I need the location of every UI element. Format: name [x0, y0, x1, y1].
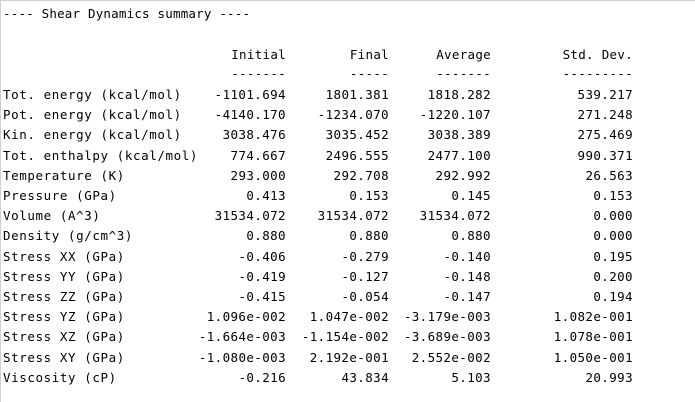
cell-final: 0.153 — [349, 188, 389, 203]
table-row — [0, 269, 695, 289]
cell-std-dev: 0.200 — [593, 268, 633, 284]
cell-average: -0.147 — [443, 289, 491, 304]
cell-final: 292.708 — [333, 167, 389, 183]
row-label: Stress XZ (GPa) — [3, 329, 125, 345]
row-label: Temperature (K) — [3, 167, 125, 183]
cell-initial: -1101.694 — [214, 87, 286, 102]
cell-std-dev: 990.371 — [577, 147, 633, 163]
cell-std-dev: 20.993 — [585, 369, 633, 385]
cell-std-dev: 26.563 — [585, 167, 633, 183]
row-label: Tot. enthalpy (kcal/mol) — [3, 147, 199, 163]
cell-std-dev: 1.082e-001 — [553, 309, 633, 325]
table-row — [0, 309, 695, 329]
top-border — [0, 0, 695, 1]
table-row — [0, 329, 695, 349]
cell-initial: -0.406 — [238, 248, 286, 264]
cell-final: 31534.072 — [317, 208, 389, 224]
cell-final: 2.192e-001 — [309, 349, 389, 365]
cell-average: -1220.107 — [419, 107, 491, 123]
column-underline-initial: ------- — [231, 66, 286, 81]
table-row — [0, 148, 695, 168]
cell-initial: 0.413 — [246, 188, 286, 203]
row-label: Stress XX (GPa) — [3, 248, 125, 264]
cell-final: -0.127 — [341, 268, 389, 284]
cell-std-dev: 0.000 — [593, 208, 633, 224]
cell-initial: -0.415 — [238, 289, 286, 304]
cell-final: 1.047e-002 — [309, 309, 389, 325]
row-label: Pressure (GPa) — [3, 188, 117, 203]
table-row — [0, 87, 695, 107]
cell-std-dev: 0.000 — [593, 228, 633, 244]
cell-final: 2496.555 — [325, 147, 389, 163]
table-row — [0, 107, 695, 127]
cell-average: 31534.072 — [419, 208, 491, 224]
cell-initial: -1.080e-003 — [198, 349, 286, 365]
row-label: Density (g/cm^3) — [3, 228, 134, 244]
row-label: Kin. energy (kcal/mol) — [3, 127, 182, 143]
table-row — [0, 228, 695, 248]
cell-initial: 293.000 — [230, 167, 286, 183]
cell-average: -0.140 — [443, 248, 491, 264]
cell-final: -1234.070 — [317, 107, 389, 123]
cell-final: -0.054 — [341, 289, 389, 304]
cell-final: -0.279 — [341, 248, 389, 264]
table-row — [0, 289, 695, 309]
cell-average: -3.179e-003 — [403, 309, 491, 325]
cell-average: 3038.389 — [427, 127, 491, 143]
row-label: Pot. energy (kcal/mol) — [3, 107, 182, 123]
cell-std-dev: 1.078e-001 — [553, 329, 633, 345]
cell-average: -3.689e-003 — [403, 329, 491, 345]
row-label: Stress YY (GPa) — [3, 268, 125, 284]
cell-initial: 0.880 — [246, 228, 286, 244]
cell-average: 0.145 — [451, 188, 491, 203]
cell-std-dev: 1.050e-001 — [553, 349, 633, 365]
cell-initial: -0.216 — [238, 369, 286, 385]
cell-average: 5.103 — [451, 369, 491, 385]
cell-average: 0.880 — [451, 228, 491, 244]
row-label: Stress ZZ (GPa) — [3, 289, 125, 304]
table-row — [0, 127, 695, 147]
cell-initial: -0.419 — [238, 268, 286, 284]
cell-initial: -1.664e-003 — [198, 329, 286, 345]
cell-average: 292.992 — [435, 167, 491, 183]
cell-std-dev: 271.248 — [577, 107, 633, 123]
cell-final: -1.154e-002 — [301, 329, 389, 345]
column-header-average: Average — [436, 47, 491, 62]
row-label: Volume (A^3) — [3, 208, 101, 224]
cell-average: 2477.100 — [427, 147, 491, 163]
column-underline-average: ------- — [436, 66, 491, 81]
cell-initial: 774.667 — [230, 147, 286, 163]
row-label: Tot. energy (kcal/mol) — [3, 87, 182, 102]
column-underline-std-dev: --------- — [562, 66, 633, 81]
table-row — [0, 350, 695, 370]
column-header-initial: Initial — [231, 47, 286, 62]
cell-final: 1801.381 — [325, 87, 389, 102]
cell-average: -0.148 — [443, 268, 491, 284]
cell-std-dev: 539.217 — [577, 87, 633, 102]
summary-title: ---- Shear Dynamics summary ---- — [3, 6, 251, 21]
cell-std-dev: 0.153 — [593, 188, 633, 203]
cell-std-dev: 0.194 — [593, 289, 633, 304]
cell-initial: -4140.170 — [214, 107, 286, 123]
column-header-final: Final — [349, 47, 389, 62]
cell-average: 2.552e-002 — [411, 349, 491, 365]
table-row — [0, 249, 695, 269]
cell-final: 0.880 — [349, 228, 389, 244]
column-underline-final: ----- — [349, 66, 389, 81]
row-label: Stress YZ (GPa) — [3, 309, 125, 325]
cell-initial: 1.096e-002 — [206, 309, 286, 325]
cell-std-dev: 0.195 — [593, 248, 633, 264]
table-row — [0, 188, 695, 208]
table-row — [0, 370, 695, 390]
cell-std-dev: 275.469 — [577, 127, 633, 143]
cell-initial: 3038.476 — [222, 127, 286, 143]
cell-final: 3035.452 — [325, 127, 389, 143]
table-row — [0, 168, 695, 188]
cell-final: 43.834 — [341, 369, 389, 385]
column-header-std-dev: Std. Dev. — [562, 47, 633, 62]
cell-initial: 31534.072 — [214, 208, 286, 224]
cell-average: 1818.282 — [427, 87, 491, 102]
table-row — [0, 208, 695, 228]
row-label: Viscosity (cP) — [3, 369, 117, 385]
row-label: Stress XY (GPa) — [3, 349, 125, 365]
